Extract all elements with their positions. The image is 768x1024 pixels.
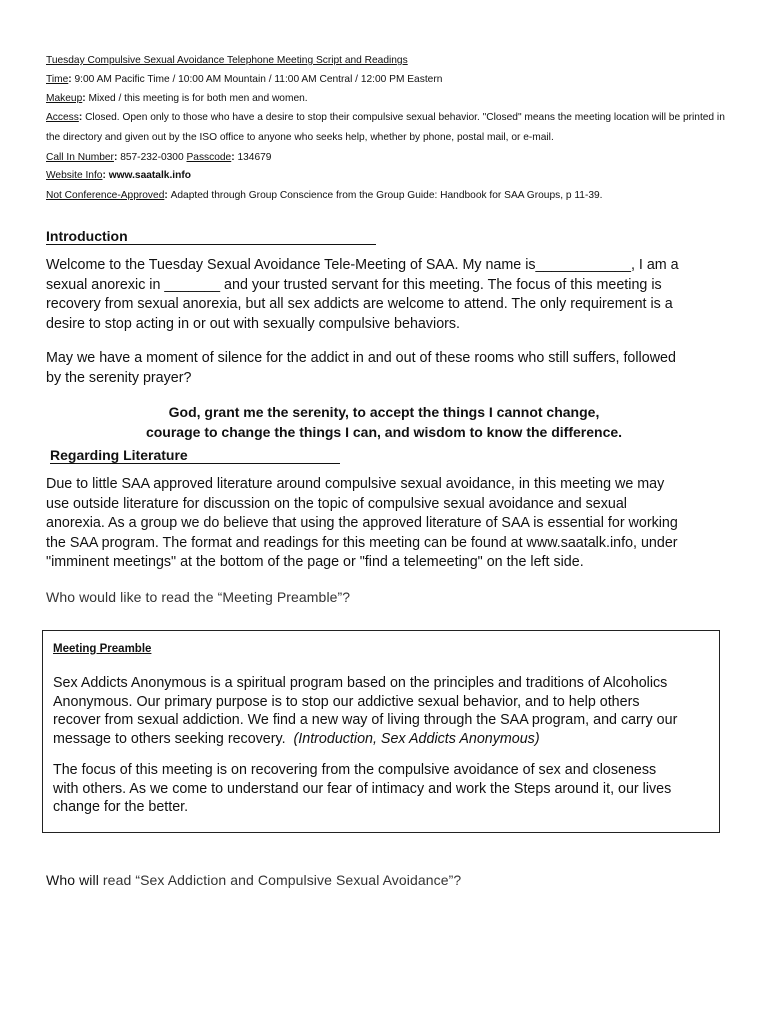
closing-prompt bbox=[46, 872, 461, 888]
literature-heading bbox=[50, 447, 340, 464]
silence-line-1: May we have a moment of silence for the addict in and out of these rooms who still suffers, followed bbox=[46, 350, 676, 366]
literature-heading-text: Regarding Literature bbox=[50, 447, 340, 464]
callin-value: 857-232-0300 bbox=[120, 152, 184, 163]
preamble-citation: (Introduction, Sex Addicts Anonymous) bbox=[293, 730, 540, 747]
time-label: Time bbox=[46, 74, 69, 85]
callin-label: Call In Number bbox=[46, 152, 114, 163]
prayer-line-2: courage to change the things I can, and wisdom to know the difference. bbox=[145, 423, 623, 440]
callin-line: Call In Number: 857-232-0300 Passcode: 134679 bbox=[46, 152, 272, 163]
literature-line-3: anorexia. As a group we do believe that using the approved literature of SAA is essential for working bbox=[46, 515, 678, 531]
preamble-p1-line-1: Sex Addicts Anonymous is a spiritual program based on the principles and traditions of Alcoholics bbox=[53, 675, 668, 691]
preamble-p2-line-2: with others. As we come to understand our fear of intimacy and work the Steps around it, our lives bbox=[53, 780, 672, 797]
access-value-line1: Closed. Open only to those who have a desire to stop their compulsive sexual behavior. "Closed" means the meeting location will be printed in bbox=[85, 112, 725, 123]
literature-line-2: use outside literature for discussion on the topic of compulsive sexual avoidance and sexual bbox=[46, 495, 627, 512]
approval-label: Not Conference-Approved bbox=[46, 190, 165, 201]
preamble-p2-line-3: change for the better. bbox=[53, 799, 189, 815]
welcome-line-1: Welcome to the Tuesday Sexual Avoidance Tele-Meeting of SAA. My name is____________, I am a bbox=[46, 257, 679, 273]
website-line: Website Info: www.saatalk.info bbox=[46, 170, 191, 181]
preamble-p1-line-3: recover from sexual addiction. We find a new way of living through the SAA program, and carry our bbox=[53, 712, 678, 728]
preamble-prompt: Who would like to read the “Meeting Preamble”? bbox=[46, 589, 351, 605]
access-value-line2: the directory and given out by the ISO office to anyone who seeks help, whether by phone, postal mail, or e-mail. bbox=[46, 132, 554, 143]
serenity-prayer bbox=[46, 403, 722, 442]
header-title bbox=[46, 54, 736, 68]
approval-value: Adapted through Group Conscience from the Group Guide: Handbook for SAA Groups, p 11-39. bbox=[170, 190, 603, 201]
closing-prompt-lead: Who will bbox=[46, 872, 103, 888]
website-label: Website Info bbox=[46, 170, 103, 181]
preamble-title: Meeting Preamble bbox=[53, 643, 152, 655]
preamble-p1-line-2: Anonymous. Our primary purpose is to stop our addictive sexual behavior, and to help others bbox=[53, 693, 640, 710]
website-link[interactable]: www.saatalk.info bbox=[108, 170, 191, 181]
prayer-line-1: God, grant me the serenity, to accept the things I cannot change, bbox=[168, 404, 600, 420]
preamble-p2-line-1: The focus of this meeting is on recovering from the compulsive avoidance of sex and closeness bbox=[53, 762, 657, 778]
makeup-value: Mixed / this meeting is for both men and women. bbox=[88, 93, 308, 104]
script-title: Tuesday Compulsive Sexual Avoidance Telephone Meeting Script and Readings bbox=[46, 55, 408, 66]
welcome-line-3: recovery from sexual anorexia, but all sex addicts are welcome to attend. The only requirement is a bbox=[46, 296, 673, 312]
welcome-paragraph bbox=[46, 256, 726, 334]
preamble-p1-line-4-text: message to others seeking recovery. bbox=[53, 730, 294, 747]
access-line-2 bbox=[46, 131, 736, 145]
passcode-value: 134679 bbox=[237, 152, 272, 163]
makeup-label: Makeup bbox=[46, 93, 83, 104]
preamble-p1-line-4 bbox=[53, 730, 713, 749]
welcome-line-4: desire to stop acting in or out with sexually compulsive behaviors. bbox=[46, 315, 461, 332]
time-line: Time: 9:00 AM Pacific Time / 10:00 AM Mountain / 11:00 AM Central / 12:00 PM Eastern bbox=[46, 74, 443, 85]
literature-line-5: "imminent meetings" at the bottom of the page or "find a telemeeting" on the left side. bbox=[46, 554, 584, 570]
preamble-paragraph-1 bbox=[53, 674, 713, 748]
literature-paragraph bbox=[46, 475, 726, 573]
literature-line-1: Due to little SAA approved literature around compulsive sexual avoidance, in this meeting we may bbox=[46, 476, 665, 492]
preamble-paragraph-2 bbox=[53, 761, 713, 817]
approval-line: Not Conference-Approved: Adapted through Group Conscience from the Group Guide: Handbook for SAA Groups, p 11-39. bbox=[46, 190, 603, 201]
introduction-heading bbox=[46, 228, 376, 245]
passcode-label: Passcode bbox=[186, 152, 232, 163]
meeting-preamble-box bbox=[42, 630, 720, 833]
closing-prompt-rest: read “Sex Addiction and Compulsive Sexual Avoidance”? bbox=[102, 872, 462, 888]
silence-paragraph bbox=[46, 349, 726, 388]
time-value: 9:00 AM Pacific Time / 10:00 AM Mountain / 11:00 AM Central / 12:00 PM Eastern bbox=[74, 74, 443, 85]
makeup-line: Makeup: Mixed / this meeting is for both men and women. bbox=[46, 93, 308, 104]
access-line: Access: Closed. Open only to those who have a desire to stop their compulsive sexual behavior. "Closed" means the meeting location will be printed in bbox=[46, 112, 725, 123]
introduction-heading-text: Introduction bbox=[46, 228, 376, 245]
silence-line-2: by the serenity prayer? bbox=[46, 369, 192, 386]
literature-line-4: the SAA program. The format and readings for this meeting can be found at www.saatalk.info, under bbox=[46, 534, 678, 551]
welcome-line-2: sexual anorexic in _______ and your trusted servant for this meeting. The focus of this meeting is bbox=[46, 276, 662, 293]
access-label: Access bbox=[46, 112, 79, 123]
